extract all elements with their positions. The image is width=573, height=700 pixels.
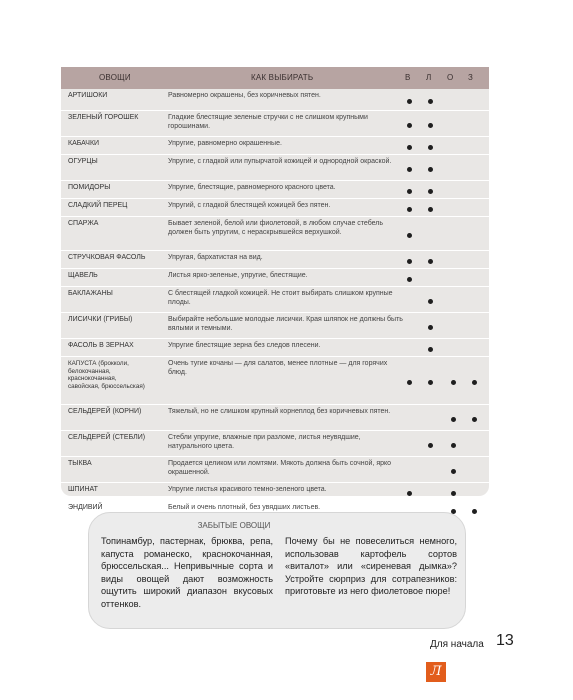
vegetable-name: ЛИСИЧКИ (ГРИБЫ) bbox=[68, 316, 133, 323]
table-row bbox=[61, 181, 489, 199]
forgotten-title: ЗАБЫТЫЕ ОВОЩИ bbox=[197, 521, 271, 530]
season-dot bbox=[472, 509, 477, 514]
vegetable-name: ЩАВЕЛЬ bbox=[68, 272, 98, 279]
vegetable-description: Упругие, равномерно окрашенные. bbox=[168, 140, 282, 147]
season-dot bbox=[407, 277, 412, 282]
table-row bbox=[61, 199, 489, 217]
season-dot bbox=[472, 417, 477, 422]
vegetable-name: СЕЛЬДЕРЕЙ (СТЕБЛИ) bbox=[68, 434, 146, 441]
vegetable-description: Упругие листья красивого темно-зеленого цвета. bbox=[168, 486, 327, 493]
vegetable-name: ШПИНАТ bbox=[68, 486, 98, 493]
season-dot bbox=[407, 380, 412, 385]
season-dot bbox=[407, 207, 412, 212]
season-dot bbox=[428, 347, 433, 352]
season-dot bbox=[407, 189, 412, 194]
season-dot bbox=[428, 167, 433, 172]
vegetable-description: Бывает зеленой, белой или фиолетовой, в любом случае стебель должен быть упругим, с нераскрывшейся верхушкой. bbox=[168, 220, 384, 236]
header-how-to-choose: КАК ВЫБИРАТЬ bbox=[251, 73, 314, 82]
vegetable-name: ЭНДИВИЙ bbox=[68, 504, 103, 511]
season-dot bbox=[428, 123, 433, 128]
vegetable-description: Листья ярко-зеленые, упругие, блестящие. bbox=[168, 272, 308, 279]
vegetable-name: КАПУСТА (брокколи, белокочанная, краснокочанная, савойская, брюссельская) bbox=[68, 360, 145, 390]
season-dot bbox=[407, 233, 412, 238]
table-row bbox=[61, 137, 489, 155]
table-row bbox=[61, 457, 489, 483]
table-row bbox=[61, 217, 489, 251]
vegetable-description: Упругие, блестящие, равномерного красного цвета. bbox=[168, 184, 336, 191]
vegetable-name: СЛАДКИЙ ПЕРЕЦ bbox=[68, 202, 128, 209]
season-dot bbox=[451, 380, 456, 385]
season-dot bbox=[428, 443, 433, 448]
vegetable-description: Равномерно окрашены, без коричневых пятен. bbox=[168, 92, 321, 99]
table-row bbox=[61, 287, 489, 313]
season-dot bbox=[407, 145, 412, 150]
table-row bbox=[61, 431, 489, 457]
vegetable-description: Выбирайте небольшие молодые лисички. Края шляпок не должны быть вялыми и темными. bbox=[168, 316, 403, 332]
season-dot bbox=[407, 259, 412, 264]
vegetable-name: СТРУЧКОВАЯ ФАСОЛЬ bbox=[68, 254, 146, 261]
table-row bbox=[61, 89, 489, 111]
table-row bbox=[61, 251, 489, 269]
table-row bbox=[61, 111, 489, 137]
header-autumn: О bbox=[447, 73, 454, 82]
vegetable-description: Упругие блестящие зерна без следов плесени. bbox=[168, 342, 321, 349]
vegetable-name: ТЫКВА bbox=[68, 460, 92, 467]
season-dot bbox=[451, 469, 456, 474]
forgotten-left-text: Топинамбур, пастернак, брюква, репа, капуста романеско, краснокочанная, брюссельская... Непривычные сорта и виды овощей дают возможность ощутить широкий диапазон вкусовых оттенков. bbox=[101, 536, 273, 609]
season-dot bbox=[428, 189, 433, 194]
forgotten-right-text: Почему бы не повеселиться немного, использовав картофель сортов «виталот» или «сиреневая дымка»? Устройте сюрприз для сотрапезников: приготовьте из него фиолетовое пюре! bbox=[285, 536, 457, 597]
season-dot bbox=[451, 491, 456, 496]
vegetable-name: ЗЕЛЕНЫЙ ГОРОШЕК bbox=[68, 114, 139, 121]
vegetable-description: Белый и очень плотный, без увядших листьев. bbox=[168, 504, 321, 511]
table-row bbox=[61, 357, 489, 405]
vegetable-description: Упругий, с гладкой блестящей кожицей без пятен. bbox=[168, 202, 331, 209]
page-number: 13 bbox=[496, 632, 514, 649]
table-row bbox=[61, 483, 489, 501]
season-dot bbox=[451, 443, 456, 448]
logo-letter: Л bbox=[430, 664, 442, 679]
header-summer: Л bbox=[426, 73, 432, 82]
table-row bbox=[61, 155, 489, 181]
season-dot bbox=[472, 380, 477, 385]
vegetable-name: СПАРЖА bbox=[68, 220, 99, 227]
season-dot bbox=[428, 207, 433, 212]
table-row bbox=[61, 269, 489, 287]
vegetable-name: КАБАЧКИ bbox=[68, 140, 100, 147]
vegetable-description: Тяжелый, но не слишком крупный корнеплод без коричневых пятен. bbox=[168, 408, 391, 415]
publisher-logo bbox=[426, 662, 446, 682]
season-dot bbox=[407, 167, 412, 172]
season-dot bbox=[428, 380, 433, 385]
season-dot bbox=[428, 259, 433, 264]
vegetable-name: ПОМИДОРЫ bbox=[68, 184, 111, 191]
vegetable-name: БАКЛАЖАНЫ bbox=[68, 290, 113, 297]
vegetable-description: Упругие, с гладкой или пупырчатой кожицей и однородной окраской. bbox=[168, 158, 392, 165]
vegetable-name: СЕЛЬДЕРЕЙ (КОРНИ) bbox=[68, 408, 142, 415]
season-dot bbox=[428, 99, 433, 104]
vegetable-description: С блестящей гладкой кожицей. Не стоит выбирать слишком крупные плоды. bbox=[168, 290, 393, 306]
vegetable-table bbox=[61, 67, 489, 511]
header-winter: З bbox=[468, 73, 474, 82]
table-row bbox=[61, 313, 489, 339]
vegetable-description: Упругая, бархатистая на вид. bbox=[168, 254, 263, 261]
table-header bbox=[61, 67, 489, 89]
table-row bbox=[61, 339, 489, 357]
season-dot bbox=[428, 299, 433, 304]
season-dot bbox=[428, 145, 433, 150]
vegetable-description: Гладкие блестящие зеленые стручки с не слишком крупными горошинами. bbox=[168, 114, 368, 130]
season-dot bbox=[428, 325, 433, 330]
season-dot bbox=[407, 491, 412, 496]
vegetable-description: Продается целиком или ломтями. Мякоть должна быть сочной, ярко окрашенной. bbox=[168, 460, 392, 476]
vegetable-description: Стебли упругие, влажные при разломе, листья неувядшие, натурального цвета. bbox=[168, 434, 361, 450]
table-row bbox=[61, 405, 489, 431]
vegetable-description: Очень тугие кочаны — для салатов, менее плотные — для горячих блюд. bbox=[168, 360, 388, 376]
season-dot bbox=[451, 417, 456, 422]
vegetable-name: ФАСОЛЬ В ЗЕРНАХ bbox=[68, 342, 134, 349]
vegetable-name: АРТИШОКИ bbox=[68, 92, 108, 99]
vegetable-name: ОГУРЦЫ bbox=[68, 158, 98, 165]
season-dot bbox=[407, 123, 412, 128]
footer-section-label: Для начала bbox=[430, 639, 484, 650]
forgotten-vegetables-box bbox=[88, 512, 466, 629]
header-vegetables: ОВОЩИ bbox=[99, 73, 131, 82]
season-dot bbox=[407, 99, 412, 104]
header-spring: В bbox=[405, 73, 411, 82]
